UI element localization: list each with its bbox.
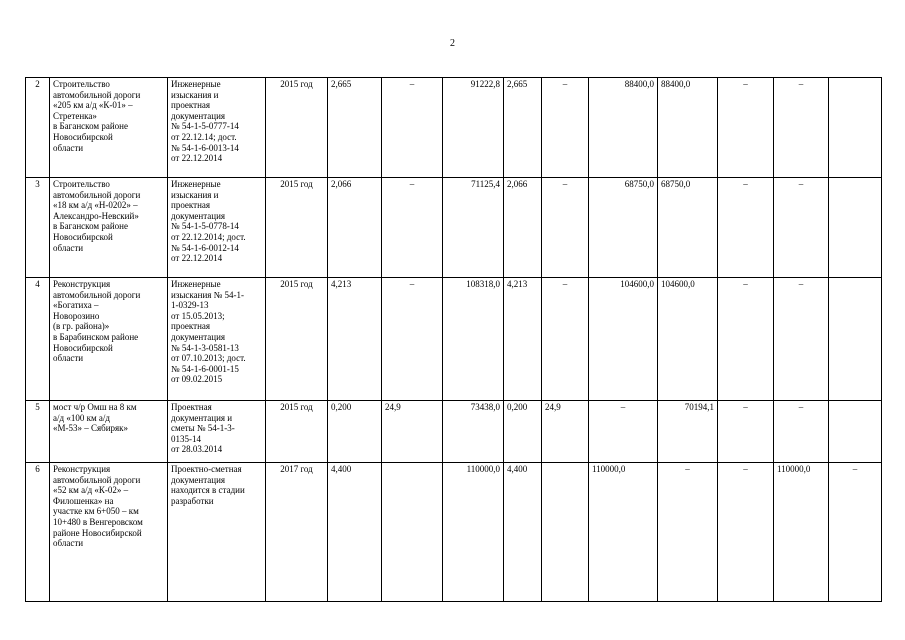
funding-2017: –	[774, 78, 829, 178]
funding-total: –	[589, 401, 658, 463]
funding-total: 88400,0	[589, 78, 658, 178]
table-row	[26, 178, 882, 278]
funding-2015: 68750,0	[658, 178, 718, 278]
input-km: 4,213	[504, 278, 542, 401]
row-number: 2	[26, 78, 50, 178]
input-m: 24,9	[542, 401, 589, 463]
object-name: мост ч/р Омш на 8 км а/д «100 км а/д «М-53» – Сябиряк»	[50, 401, 168, 463]
length-m: –	[382, 78, 443, 178]
object-name: Реконструкция автомобильной дороги «Богатиха – Новорозино (в гр. района)» в Барабинском районе Новосибирской области	[50, 278, 168, 401]
row-number: 6	[26, 463, 50, 602]
input-km: 2,665	[504, 78, 542, 178]
object-name: Реконструкция автомобильной дороги «52 км а/д «К-02» – Филошенка» на участке км 6+050 – км 10+480 в Венгеровском районе Новосибирской области	[50, 463, 168, 602]
length-km: 4,213	[328, 278, 382, 401]
table-row	[26, 463, 882, 602]
funding-2016: –	[718, 278, 774, 401]
row-number: 3	[26, 178, 50, 278]
construction-projects-table	[25, 77, 882, 602]
year: 2015 год	[266, 178, 328, 278]
length-km: 2,665	[328, 78, 382, 178]
input-m: –	[542, 278, 589, 401]
extra-value	[829, 278, 882, 401]
input-m	[542, 463, 589, 602]
length-km: 4,400	[328, 463, 382, 602]
year: 2015 год	[266, 278, 328, 401]
funding-total: 110000,0	[589, 463, 658, 602]
table-row	[26, 78, 882, 178]
documentation: Инженерные изыскания № 54-1- 1-0329-13 от 15.05.2013; проектная документация № 54-1-3-0581-13 от 07.10.2013; дост. № 54-1-6-0001-15 от 09.02.2015	[168, 278, 266, 401]
funding-2015: 70194,1	[658, 401, 718, 463]
extra-value	[829, 178, 882, 278]
total-cost: 71125,4	[443, 178, 504, 278]
documentation: Проектная документация и сметы № 54-1-3- 0135-14 от 28.03.2014	[168, 401, 266, 463]
table-row	[26, 278, 882, 401]
total-cost: 110000,0	[443, 463, 504, 602]
funding-2015: –	[658, 463, 718, 602]
length-m	[382, 463, 443, 602]
funding-2016: –	[718, 463, 774, 602]
length-m: –	[382, 178, 443, 278]
total-cost: 73438,0	[443, 401, 504, 463]
funding-total: 68750,0	[589, 178, 658, 278]
funding-2017: –	[774, 401, 829, 463]
funding-2016: –	[718, 401, 774, 463]
funding-2016: –	[718, 78, 774, 178]
extra-value: –	[829, 463, 882, 602]
documentation: Проектно-сметная документация находится в стадии разработки	[168, 463, 266, 602]
object-name: Строительство автомобильной дороги «205 км а/д «К-01» – Стретенка» в Баганском районе Новосибирской области	[50, 78, 168, 178]
total-cost: 91222,8	[443, 78, 504, 178]
input-km: 2,066	[504, 178, 542, 278]
extra-value	[829, 401, 882, 463]
year: 2015 год	[266, 78, 328, 178]
length-km: 2,066	[328, 178, 382, 278]
funding-2015: 104600,0	[658, 278, 718, 401]
length-m: 24,9	[382, 401, 443, 463]
input-km: 4,400	[504, 463, 542, 602]
year: 2017 год	[266, 463, 328, 602]
funding-2015: 88400,0	[658, 78, 718, 178]
extra-value	[829, 78, 882, 178]
row-number: 5	[26, 401, 50, 463]
funding-2017: 110000,0	[774, 463, 829, 602]
row-number: 4	[26, 278, 50, 401]
year: 2015 год	[266, 401, 328, 463]
page-number: 2	[450, 38, 455, 49]
input-m: –	[542, 178, 589, 278]
funding-2017: –	[774, 278, 829, 401]
table-row	[26, 401, 882, 463]
input-km: 0,200	[504, 401, 542, 463]
documentation: Инженерные изыскания и проектная документация № 54-1-5-0778-14 от 22.12.2014; дост. № 54-1-6-0012-14 от 22.12.2014	[168, 178, 266, 278]
documentation: Инженерные изыскания и проектная документация № 54-1-5-0777-14 от 22.12.14; дост. № 54-1-6-0013-14 от 22.12.2014	[168, 78, 266, 178]
object-name: Строительство автомобильной дороги «18 км а/д «Н-0202» – Александро-Невский» в Баганском районе Новосибирской области	[50, 178, 168, 278]
input-m: –	[542, 78, 589, 178]
funding-2017: –	[774, 178, 829, 278]
total-cost: 108318,0	[443, 278, 504, 401]
funding-2016: –	[718, 178, 774, 278]
length-km: 0,200	[328, 401, 382, 463]
length-m: –	[382, 278, 443, 401]
funding-total: 104600,0	[589, 278, 658, 401]
